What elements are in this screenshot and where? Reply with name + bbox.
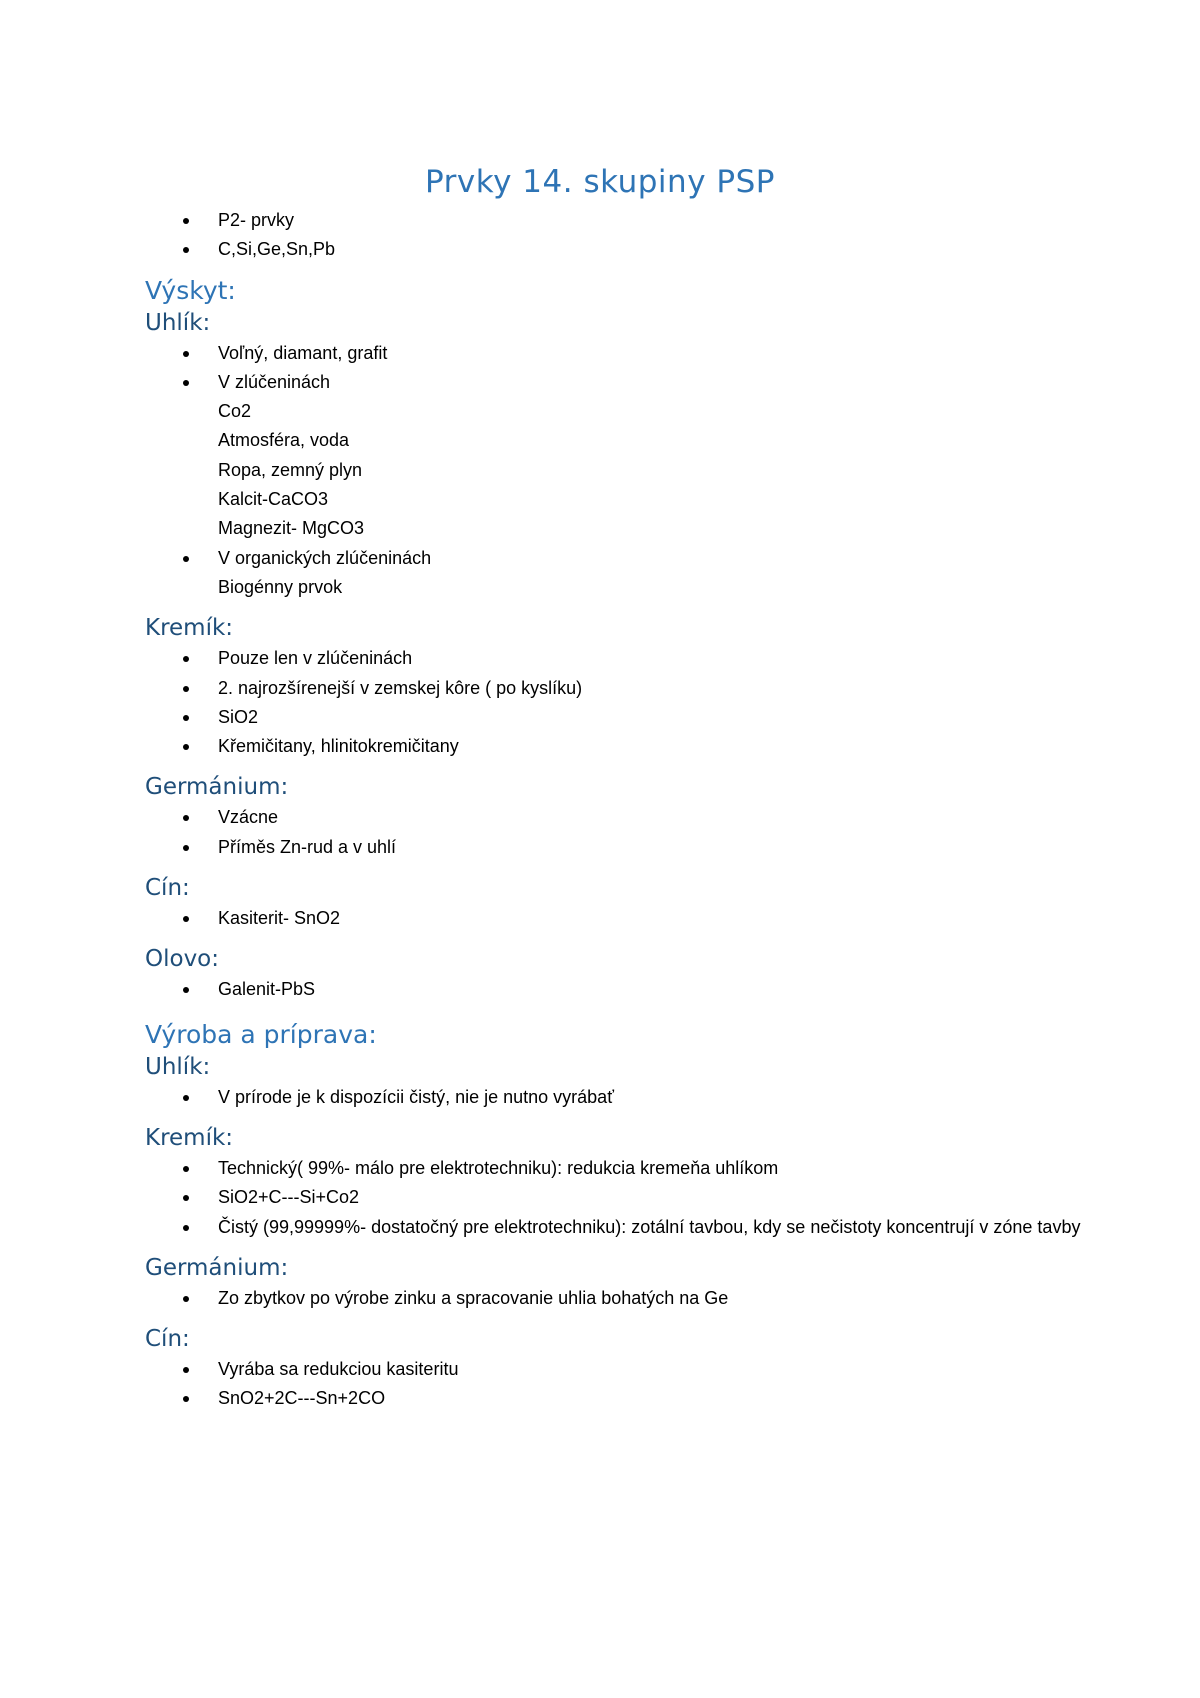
list-item: Galenit-PbS	[145, 975, 1105, 1004]
subheading-kremik: Kremík:	[145, 615, 234, 642]
list-item: P2- prvky	[145, 206, 1105, 235]
continuation-line: Magnezit- MgCO3	[218, 518, 365, 539]
list-item: C,Si,Ge,Sn,Pb	[145, 235, 1105, 264]
list-item: Kasiterit- SnO2	[145, 904, 1105, 933]
cin-production-list	[145, 1355, 1105, 1414]
list-item: Čistý (99,99999%- dostatočný pre elektrotechniku): zotální tavbou, kdy se nečistoty koncentrují v zóne tavby	[145, 1213, 1105, 1242]
list-item: Vyrába sa redukciou kasiteritu	[145, 1355, 1105, 1384]
continuation-line: Biogénny prvok	[218, 576, 343, 597]
bullet-icon	[183, 916, 189, 922]
subheading-cin: Cín:	[145, 1326, 190, 1353]
bullet-icon	[183, 247, 189, 253]
bullet-icon	[183, 351, 189, 357]
bullet-icon	[183, 987, 189, 993]
list-item: V prírode je k dispozícii čistý, nie je nutno vyrábať	[145, 1083, 1105, 1112]
intro-list	[145, 206, 1105, 265]
bullet-icon	[183, 1225, 189, 1231]
page-title: Prvky 14. skupiny PSP	[425, 164, 775, 200]
subheading-germanium: Germánium:	[145, 1254, 289, 1281]
bullet-icon	[183, 1367, 189, 1373]
bullet-icon	[183, 1095, 189, 1101]
bullet-icon	[183, 686, 189, 692]
olovo-occurrence-list	[145, 975, 1105, 1004]
list-item: V zlúčeninách	[145, 368, 1105, 397]
germanium-occurrence-list	[145, 803, 1105, 862]
list-item: Křemičitany, hlinitokremičitany	[145, 732, 1105, 761]
list-item: Vzácne	[145, 803, 1105, 832]
bullet-icon	[183, 1396, 189, 1402]
subheading-uhlik: Uhlík:	[145, 1053, 211, 1080]
list-item: 2. najrozšírenejší v zemskej kôre ( po kyslíku)	[145, 674, 1105, 703]
list-item: Pouze len v zlúčeninách	[145, 644, 1105, 673]
bullet-icon	[183, 715, 189, 721]
list-item: Technický( 99%- málo pre elektrotechniku): redukcia kremeňa uhlíkom	[145, 1154, 1105, 1183]
document-body	[145, 206, 1105, 1414]
continuation-line: Kalcit-CaCO3	[218, 489, 329, 510]
bullet-icon	[183, 815, 189, 821]
bullet-icon	[183, 380, 189, 386]
subheading-olovo: Olovo:	[145, 946, 219, 973]
list-item: SiO2+C---Si+Co2	[145, 1183, 1105, 1212]
bullet-icon	[183, 1166, 189, 1172]
bullet-icon	[183, 1296, 189, 1302]
list-item: V organických zlúčeninách	[145, 544, 1105, 573]
bullet-icon	[183, 744, 189, 750]
bullet-icon	[183, 556, 189, 562]
subheading-cin: Cín:	[145, 875, 190, 902]
bullet-icon	[183, 218, 189, 224]
list-item: SiO2	[145, 703, 1105, 732]
germanium-production-list	[145, 1284, 1105, 1313]
subheading-uhlik: Uhlík:	[145, 309, 211, 336]
list-item: Voľný, diamant, grafit	[145, 339, 1105, 368]
bullet-icon	[183, 656, 189, 662]
cin-occurrence-list	[145, 904, 1105, 933]
uhlik-production-list	[145, 1083, 1105, 1112]
list-item: SnO2+2C---Sn+2CO	[145, 1384, 1105, 1413]
section-heading-vyroba: Výroba a príprava:	[145, 1019, 377, 1049]
subheading-kremik: Kremík:	[145, 1124, 234, 1151]
list-item: Příměs Zn-rud a v uhlí	[145, 833, 1105, 862]
subheading-germanium: Germánium:	[145, 774, 289, 801]
continuation-line: Co2	[218, 401, 252, 422]
bullet-icon	[183, 1195, 189, 1201]
section-heading-vyskyt: Výskyt:	[145, 275, 236, 305]
continuation-line: Atmosféra, voda	[218, 430, 350, 451]
kremik-occurrence-list	[145, 644, 1105, 761]
uhlik-occurrence-list	[145, 339, 1105, 398]
continuation-line: Ropa, zemný plyn	[218, 459, 363, 480]
bullet-icon	[183, 845, 189, 851]
kremik-production-list	[145, 1154, 1105, 1242]
list-item: Zo zbytkov po výrobe zinku a spracovanie uhlia bohatých na Ge	[145, 1284, 1105, 1313]
